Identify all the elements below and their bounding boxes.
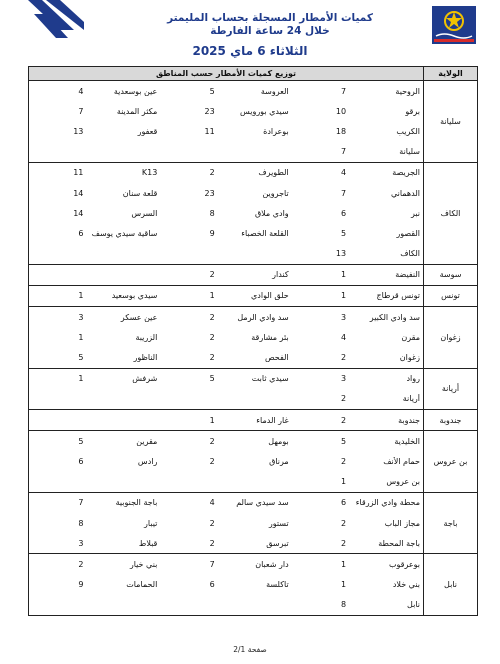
rainfall-value: 7 [340,188,347,198]
rainfall-value: 1 [340,270,347,280]
rainfall-value: 5 [209,374,215,384]
governorate-cell: نابل [424,554,478,616]
rainfall-value: 13 [73,126,84,136]
station-name: رادس [137,456,158,466]
rainfall-value: 23 [204,188,215,198]
rainfall-value: 2 [209,332,215,342]
distribution-cell [29,368,424,409]
report-header [150,12,390,38]
rainfall-value: 1 [340,559,347,569]
rainfall-value: 10 [335,106,347,116]
rainfall-value: 11 [73,168,84,178]
rainfall-value: 11 [204,126,215,136]
station-name: كندار [272,270,289,280]
station-line [29,347,423,367]
station-line [29,410,423,430]
rainfall-value: 2 [340,538,347,548]
station-name: العروسة [260,86,289,96]
rainfall-value: 5 [78,353,84,363]
station-name: السرس [131,208,158,218]
station-name: سليانة [399,147,420,157]
rainfall-value: 5 [78,436,84,446]
distribution-column-header: توزيع كميات الأمطار حسب المناطق [29,67,424,81]
rainfall-value: 5 [209,86,215,96]
rainfall-value: 4 [78,86,84,96]
rainfall-value: 3 [340,374,347,384]
distribution-cell [29,492,424,554]
station-name: الكاف [400,249,420,259]
station-name: الناظور [133,353,158,363]
station-name: سيدي بورويس [240,106,289,116]
rainfall-value: 2 [209,518,215,528]
rainfall-value: 2 [209,538,215,548]
rainfall-value: 2 [209,456,215,466]
station-name: حمام الأنف [383,456,420,466]
rainfall-value: 1 [78,374,84,384]
rainfall-value: 2 [209,436,215,446]
rainfall-value: 6 [340,208,347,218]
table-row [29,162,478,264]
station-line [29,472,423,492]
governorate-cell: سوسة [424,264,478,285]
rainfall-value: 2 [340,353,347,363]
rainfall-value: 6 [340,498,347,508]
station-name: عين بوسعدية [113,86,158,96]
station-name: حلق الوادي [251,291,289,301]
page-number: صفحة 2/1 [233,645,267,654]
station-name: قبلاط [138,538,158,548]
station-name: تونس قرطاج [376,291,420,301]
table-row [29,81,478,163]
governorate-cell: تونس [424,285,478,306]
station-name: تاكلسة [266,580,289,590]
rainfall-value: 9 [209,228,215,238]
rainfall-value: 1 [340,580,347,590]
rainfall-value: 7 [78,498,84,508]
station-name: تيبار [143,518,158,528]
station-name: برقو [405,106,420,116]
station-name: K13 [141,168,158,178]
station-name: مقرن [401,332,420,342]
rainfall-value: 18 [335,126,347,136]
distribution-cell [29,285,424,306]
station-line [29,244,423,264]
governorate-cell: جندوبة [424,410,478,431]
station-name: سيدي بوسعيد [111,291,158,301]
station-line [29,307,423,327]
station-name: القصور [396,228,420,238]
rainfall-value: 14 [73,188,84,198]
station-name: سد وادي الكبير [369,312,420,322]
table-row [29,554,478,616]
rainfall-value: 2 [209,312,215,322]
table-row [29,307,478,369]
rainfall-value: 6 [78,228,84,238]
station-name: باجة المحطة [378,538,420,548]
station-name: الخليدية [394,436,420,446]
distribution-cell [29,431,424,493]
station-name: بن عروس [386,477,420,487]
rainfall-value: 2 [340,415,347,425]
station-name: تستور [268,518,289,528]
station-line [29,554,423,574]
station-line [29,389,423,409]
station-name: بئر مشارقة [251,332,289,342]
rainfall-value: 2 [340,394,347,404]
station-name: زغوان [399,353,420,363]
rainfall-value: 6 [209,580,215,590]
station-name: مرناق [269,456,289,466]
station-name: الحمامات [126,580,158,590]
rainfall-value: 1 [78,291,84,301]
rainfall-value: 1 [340,291,347,301]
distribution-cell [29,162,424,264]
station-name: تبرسق [266,538,289,548]
rainfall-value: 13 [335,249,347,259]
table-row [29,368,478,409]
rainfall-value: 4 [209,498,215,508]
station-line [29,142,423,162]
governorate-cell: زغوان [424,307,478,369]
station-line [29,203,423,223]
station-name: بوعرادة [263,126,289,136]
station-name: محطة وادي الزرقاء [355,498,420,508]
rainfall-value: 14 [73,208,84,218]
rainfall-value: 2 [340,518,347,528]
table-row [29,492,478,554]
rainfall-value: 9 [78,580,84,590]
station-line [29,451,423,471]
station-name: باجة الجنوبية [115,498,158,508]
rainfall-value: 3 [340,312,347,322]
station-name: أريانة [402,394,420,404]
station-name: القلعة الخصباء [241,228,289,238]
rainfall-value: 2 [209,168,215,178]
rainfall-value: 7 [78,106,84,116]
distribution-cell [29,264,424,285]
governorate-cell: أريانة [424,368,478,409]
rainfall-value: 1 [209,415,215,425]
table-body [29,81,478,616]
station-line [29,183,423,203]
station-name: الدهماني [390,188,420,198]
rainfall-value: 1 [78,332,84,342]
station-line [29,265,423,285]
station-line [29,533,423,553]
station-name: نبر [410,208,420,218]
rainfall-value: 8 [209,208,215,218]
rainfall-value: 1 [340,477,347,487]
station-name: الزريبة [135,332,158,342]
station-name: بني خيار [129,559,158,569]
station-line [29,101,423,121]
station-line [29,575,423,595]
table-header-row [29,67,478,81]
station-name: عين عسكر [120,312,158,322]
rainfall-value: 2 [78,559,84,569]
station-name: نابل [407,600,420,610]
station-name: الفحص [265,353,289,363]
distribution-cell [29,307,424,369]
rainfall-value: 6 [78,456,84,466]
station-name: ساقية سيدي يوسف [91,228,158,238]
rainfall-value: 2 [340,456,347,466]
station-name: مقرين [136,436,158,446]
governorate-cell: باجة [424,492,478,554]
station-line [29,223,423,243]
table-row [29,264,478,285]
rainfall-value: 1 [209,291,215,301]
station-name: الكريب [396,126,420,136]
station-name: سيدي ثابت [251,374,289,384]
station-line [29,163,423,183]
station-name: مجاز الباب [384,518,420,528]
rainfall-value: 5 [340,436,347,446]
table-row [29,410,478,431]
rainfall-value: 7 [340,147,347,157]
governorate-cell: الكاف [424,162,478,264]
station-name: قلعة سنان [122,188,158,198]
report-date: الثلاثاء 6 ماي 2025 [192,44,308,58]
station-name: جندوبة [398,415,420,425]
station-line [29,431,423,451]
table-row [29,431,478,493]
station-line [29,595,423,615]
rainfall-table [28,66,478,616]
station-name: الجريصة [392,168,420,178]
rainfall-value: 23 [204,106,215,116]
governorate-cell: بن عروس [424,431,478,493]
table-row [29,285,478,306]
station-name: بني خلاد [392,580,420,590]
station-name: بوعرقوب [388,559,420,569]
station-name: مكثر المدينة [116,106,158,116]
rainfall-value: 2 [209,353,215,363]
station-name: النفيضة [395,270,420,280]
institute-emblem-logo [432,6,476,44]
governorate-cell: سليانة [424,81,478,163]
station-line [29,493,423,513]
rainfall-value: 8 [78,518,84,528]
station-name: الطويرف [258,168,289,178]
rainfall-value: 4 [340,332,347,342]
rainfall-value: 5 [340,228,347,238]
distribution-cell [29,410,424,431]
station-name: تاجروين [262,188,289,198]
station-name: وادي ملاق [254,208,289,218]
report-title: كميات الأمطار المسجلة بحساب المليمتر [167,12,373,24]
rainfall-value: 4 [340,168,347,178]
station-line [29,513,423,533]
stripes-logo [28,0,84,38]
station-name: سد وادي الرمل [237,312,289,322]
station-name: قعفور [137,126,158,136]
station-line [29,286,423,306]
rainfall-value: 7 [209,559,215,569]
station-name: الروحية [395,86,420,96]
rainfall-value: 2 [209,270,215,280]
governorate-column-header: الولاية [424,67,478,81]
station-line [29,121,423,141]
station-name: رواد [406,374,420,384]
station-name: شرفش [132,374,158,384]
rainfall-value: 3 [78,538,84,548]
station-name: بومهل [268,436,289,446]
distribution-cell [29,81,424,163]
station-line [29,369,423,389]
station-name: دار شعبان [255,559,289,569]
station-line [29,81,423,101]
station-name: سد سيدي سالم [236,498,289,508]
rainfall-value: 3 [78,312,84,322]
distribution-cell [29,554,424,616]
rainfall-value: 8 [340,600,347,610]
station-name: غار الدماء [256,415,289,425]
station-line [29,327,423,347]
rainfall-value: 7 [340,86,347,96]
report-subtitle: خلال 24 ساعة الفارطة [210,25,330,37]
